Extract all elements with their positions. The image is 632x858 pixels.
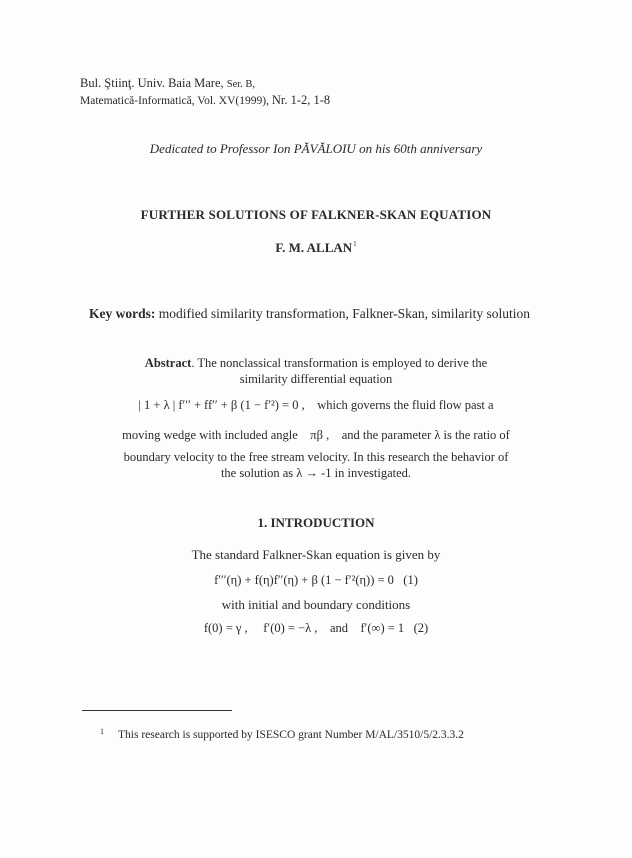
dedication: Dedicated to Professor Ion PĂVĂLOIU on his 60th anniversary [149,141,483,156]
journal-header-line1 [80,76,255,91]
intro-equation1 [0,573,632,588]
wedge-angle: πβ , [310,428,330,442]
abstract-text4b: and the parameter λ is the ratio of [341,428,510,442]
abstract-line4 [0,428,632,443]
journal-issue: Nr. 1-2, 1-8 [271,93,331,107]
intro-line2: with initial and boundary conditions [221,597,411,612]
footnote-divider [82,710,232,711]
journal-name: Bul. Ştiinţ. Univ. Baia Mare, [80,76,224,90]
abstract-line2: similarity differential equation [239,372,393,386]
author-footnote-mark: 1 [353,240,357,248]
conditions-and: and [329,621,348,635]
falkner-skan-equation: f′′′(η) + f(η)f′′(η) + β (1 − f′²(η)) = 0 [214,573,394,587]
keywords-label: Key words: [89,306,156,321]
equation-number-2: (2) [413,621,429,635]
journal-series: Ser. B, [226,79,256,90]
abstract-line6: the solution as λ → -1 in investigated. [220,466,412,480]
abstract-text1: . The nonclassical transformation is employed to derive the [191,356,488,370]
footnote-mark: 1 [100,727,104,736]
abstract-line1 [0,356,632,371]
journal-header-line2 [80,93,330,108]
author-name: F. M. ALLAN [275,240,353,255]
author-line [0,240,632,256]
equation-number-1: (1) [403,573,418,587]
similarity-equation: | 1 + λ | f′′′ + ff′′ + β (1 − f′²) = 0 , [138,398,305,412]
intro-line1: The standard Falkner-Skan equation is given by [191,547,441,562]
journal-volume: Matematică-Informatică, Vol. XV(1999), [80,95,269,107]
paper-title: FURTHER SOLUTIONS OF FALKNER-SKAN EQUATION [140,207,492,222]
abstract-text4a: moving wedge with included angle [122,428,298,442]
intro-conditions [0,621,632,636]
abstract-label: Abstract [144,356,192,370]
condition-1: f(0) = γ , [203,621,248,635]
section-heading-introduction: 1. INTRODUCTION [257,515,375,530]
condition-3: f′(∞) = 1 [360,621,405,635]
abstract-text3: which governs the fluid flow past a [317,398,494,412]
footnote-text: This research is supported by ISESCO grant Number M/AL/3510/5/2.3.3.2 [118,729,464,741]
keywords [89,306,530,322]
abstract-line3 [0,398,632,413]
footnote [100,727,464,741]
abstract-line5: boundary velocity to the free stream velocity. In this research the behavior of [123,450,509,464]
keywords-text: modified similarity transformation, Falkner-Skan, similarity solution [158,306,531,321]
condition-2: f′(0) = −λ , [263,621,318,635]
